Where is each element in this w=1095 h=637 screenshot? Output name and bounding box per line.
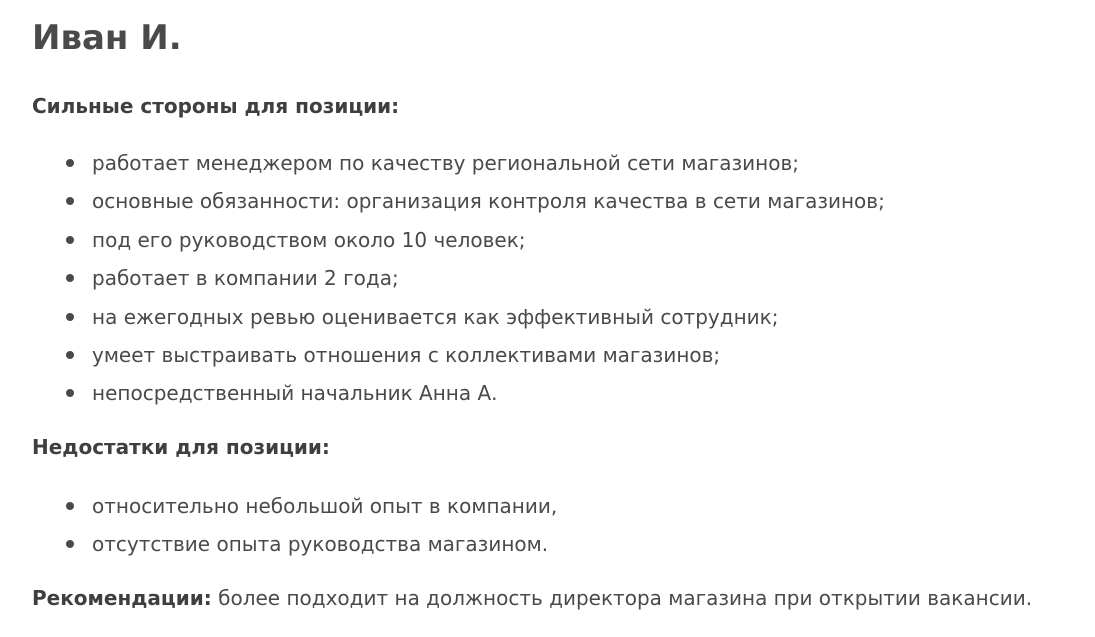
weaknesses-heading: Недостатки для позиции:: [32, 435, 330, 459]
list-item: [32, 525, 557, 563]
list-item-text: основные обязанности: организация контроля качества в сети магазинов;: [92, 189, 885, 214]
bullet-icon: [66, 159, 74, 167]
bullet-icon: [66, 274, 74, 282]
list-item: [32, 221, 885, 259]
strengths-heading: Сильные стороны для позиции:: [32, 94, 400, 118]
recommendation-text: более подходит на должность директора магазина при открытии вакансии.: [211, 586, 1033, 610]
strengths-list: [32, 144, 885, 413]
recommendation-label: Рекомендации:: [32, 586, 212, 610]
list-item-text: относительно небольшой опыт в компании,: [92, 494, 558, 518]
weaknesses-list: [32, 487, 557, 564]
list-item: [32, 259, 885, 297]
bullet-icon: [66, 313, 74, 321]
list-item: [32, 182, 885, 220]
list-item: [32, 487, 557, 525]
list-item-text: под его руководством около 10 человек;: [92, 227, 526, 252]
list-item-text: работает в компании 2 года;: [92, 266, 399, 291]
bullet-icon: [66, 389, 74, 397]
bullet-icon: [66, 502, 74, 510]
bullet-icon: [66, 351, 74, 359]
list-item-text: непосредственный начальник Анна А.: [92, 381, 498, 406]
list-item-text: работает менеджером по качеству региональной сети магазинов;: [92, 151, 799, 175]
bullet-icon: [66, 197, 74, 205]
list-item: [32, 374, 885, 412]
list-item: [32, 298, 885, 336]
bullet-icon: [66, 236, 74, 244]
list-item: [32, 144, 885, 182]
bullet-icon: [66, 540, 74, 548]
recommendation: [32, 586, 1032, 610]
list-item: [32, 336, 885, 374]
list-item-text: умеет выстраивать отношения с коллективами магазинов;: [92, 342, 721, 367]
list-item-text: отсутствие опыта руководства магазином.: [92, 532, 549, 557]
list-item-text: на ежегодных ревью оценивается как эффективный сотрудник;: [92, 304, 779, 329]
candidate-name: Иван И.: [32, 18, 182, 58]
